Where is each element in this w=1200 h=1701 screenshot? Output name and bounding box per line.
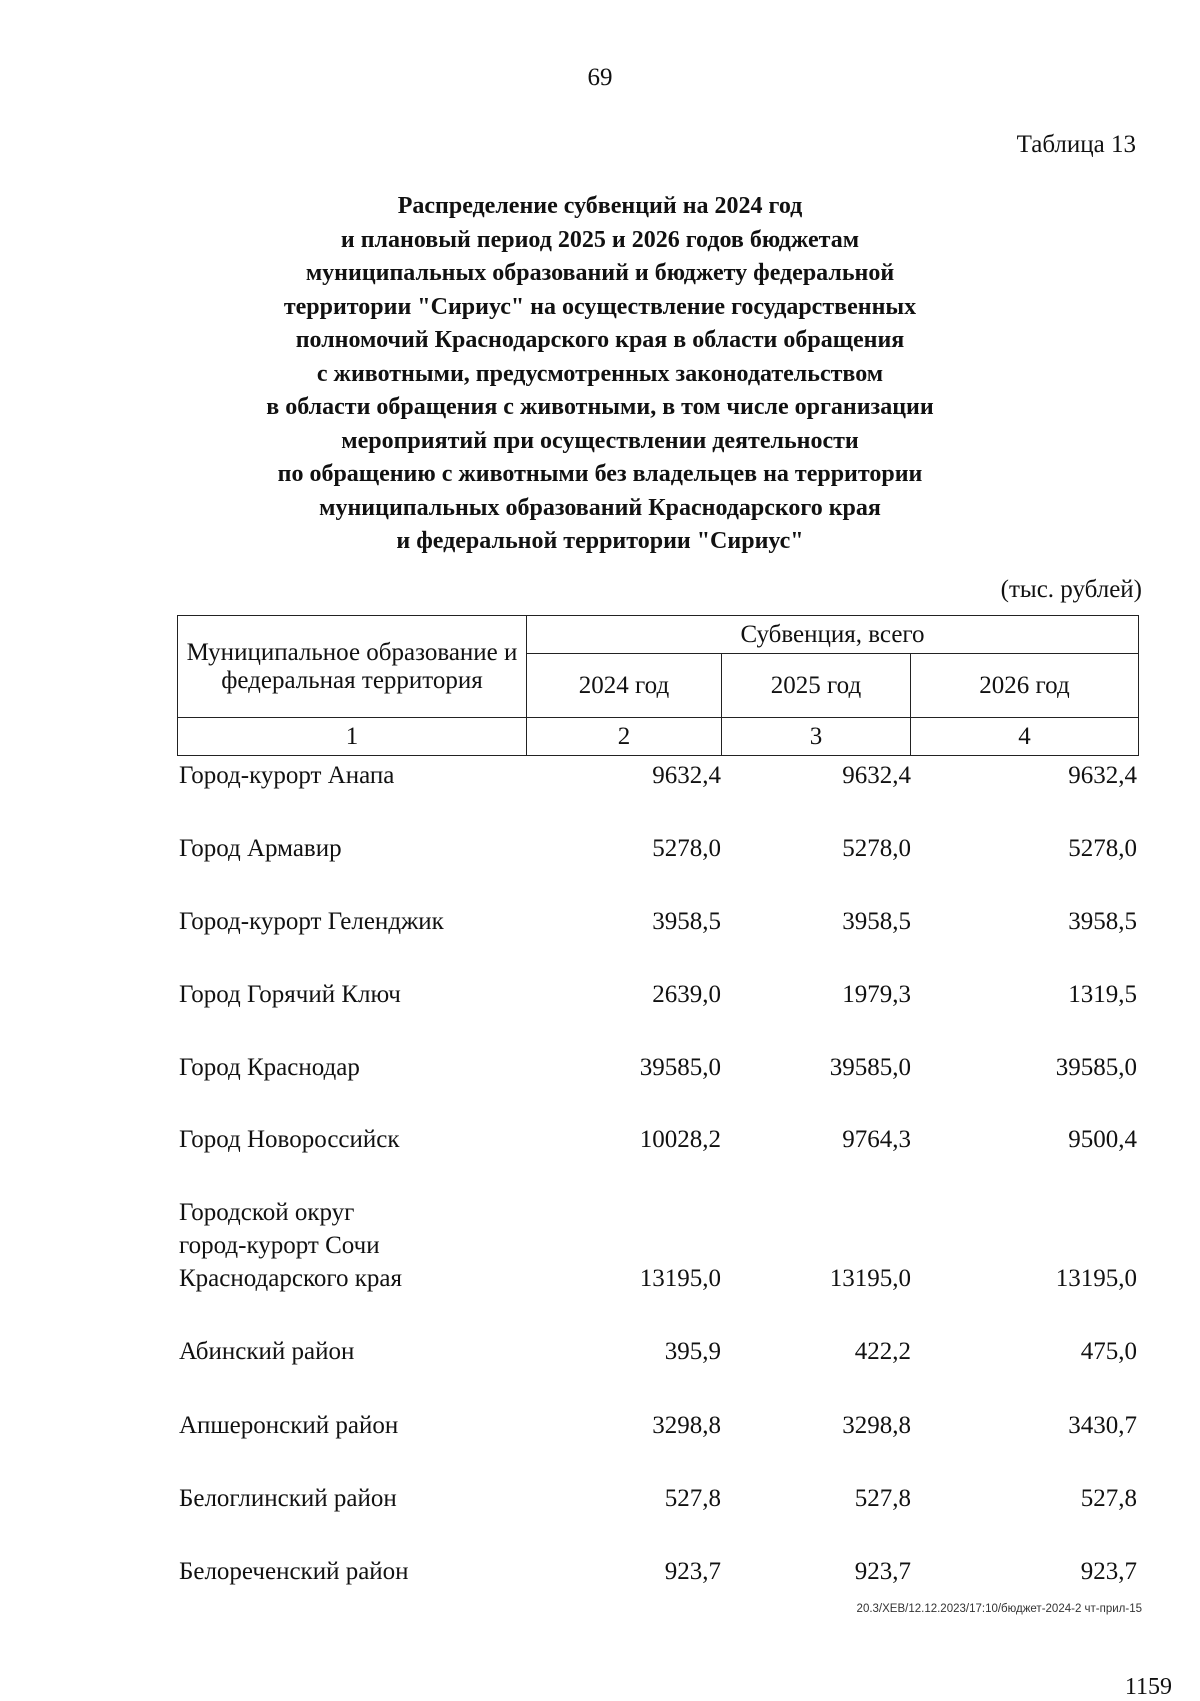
table-row [179,1084,1139,1156]
value-2026: 527,8 [1080,1485,1137,1512]
table-label: Таблица 13 [1016,131,1136,158]
title-line: и плановый период 2025 и 2026 годов бюджетам [340,226,860,253]
value-2026: 923,7 [1080,1558,1137,1585]
municipality-name: Город-курорт Анапа [179,762,395,789]
value-2026: 3430,7 [1068,1412,1137,1439]
table-row [179,1442,1139,1515]
title-line: с животными, предусмотренных законодательством [316,360,884,387]
column-number: 3 [722,718,911,756]
document-title [180,190,1020,559]
value-2025: 3958,5 [842,908,911,935]
column-number: 4 [911,718,1139,756]
table-row [179,1011,1139,1084]
value-2025: 5278,0 [842,835,911,862]
header-year-2026: 2026 год [911,654,1139,718]
column-number: 2 [527,718,722,756]
page-number: 69 [587,64,613,91]
value-2025: 39585,0 [829,1054,911,1081]
municipality-name: Городской округ город-курорт Сочи Краснодарского края [179,1199,402,1292]
table-row [179,1368,1139,1442]
value-2024: 3298,8 [652,1412,721,1439]
municipality-name: Город Армавир [179,835,342,862]
value-2025: 13195,0 [829,1265,911,1292]
title-line: в области обращения с животными, в том числе организации [266,394,934,420]
value-2025: 9632,4 [842,762,911,789]
table-row [179,1156,1139,1295]
value-2026: 9632,4 [1068,762,1137,789]
value-2025: 9764,3 [842,1126,911,1153]
value-2025: 923,7 [854,1558,911,1585]
title-line: муниципальных образований Краснодарского края [319,494,881,521]
municipality-name: Апшеронский район [179,1412,399,1439]
value-2024: 2639,0 [652,981,721,1008]
header-year-2025: 2025 год [722,654,911,718]
title-line: и федеральной территории "Сириус" [396,528,804,554]
value-2026: 9500,4 [1068,1126,1137,1153]
table-row [179,792,1139,865]
footer-code: 20.3/ХЕВ/12.12.2023/17:10/бюджет-2024-2 чт-прил-15 [856,1603,1142,1615]
value-2024: 10028,2 [639,1126,721,1153]
table-row [179,1295,1139,1368]
title-line: Распределение субвенций на 2024 год [397,193,803,219]
value-2024: 395,9 [664,1338,721,1365]
title-line: полномочий Краснодарского края в области обращения [295,327,905,353]
value-2024: 13195,0 [639,1265,721,1292]
table-row [179,1515,1139,1588]
value-2026: 5278,0 [1068,835,1137,862]
table-row [179,865,1139,938]
municipality-name: Абинский район [179,1338,355,1365]
header-municipality: Муниципальное образование и федеральная территория [178,616,527,718]
value-2026: 3958,5 [1068,908,1137,935]
value-2024: 5278,0 [652,835,721,862]
unit-label: (тыс. рублей) [1000,576,1142,603]
title-line: по обращению с животными без владельцев на территории [277,461,923,487]
value-2024: 923,7 [664,1558,721,1585]
value-2025: 1979,3 [842,981,911,1008]
table-header [177,615,1139,758]
value-2026: 39585,0 [1055,1054,1137,1081]
municipality-name: Город Горячий Ключ [179,981,401,1008]
municipality-name: Белоглинский район [179,1485,397,1512]
title-line: муниципальных образований и бюджету федеральной [305,260,895,286]
value-2025: 3298,8 [842,1412,911,1439]
table-row [179,758,1139,792]
title-line: территории "Сириус" на осуществление государственных [283,293,917,320]
header-subvention-total: Субвенция, всего [527,616,1139,654]
municipality-name: Город Краснодар [179,1054,360,1081]
value-2025: 527,8 [854,1485,911,1512]
value-2026: 13195,0 [1055,1265,1137,1292]
table-body [179,758,1139,1588]
value-2024: 39585,0 [639,1054,721,1081]
value-2026: 1319,5 [1068,981,1137,1008]
column-number: 1 [178,718,527,756]
title-line: мероприятий при осуществлении деятельности [341,427,859,454]
value-2024: 527,8 [664,1485,721,1512]
header-year-2024: 2024 год [527,654,722,718]
municipality-name: Город-курорт Геленджик [179,908,444,935]
value-2025: 422,2 [854,1338,911,1365]
municipality-name: Белореченский район [179,1558,409,1585]
value-2024: 3958,5 [652,908,721,935]
table-row [179,938,1139,1011]
sheet-number: 1159 [1124,1674,1172,1700]
value-2026: 475,0 [1080,1338,1137,1365]
municipality-name: Город Новороссийск [179,1126,400,1153]
value-2024: 9632,4 [652,762,721,789]
